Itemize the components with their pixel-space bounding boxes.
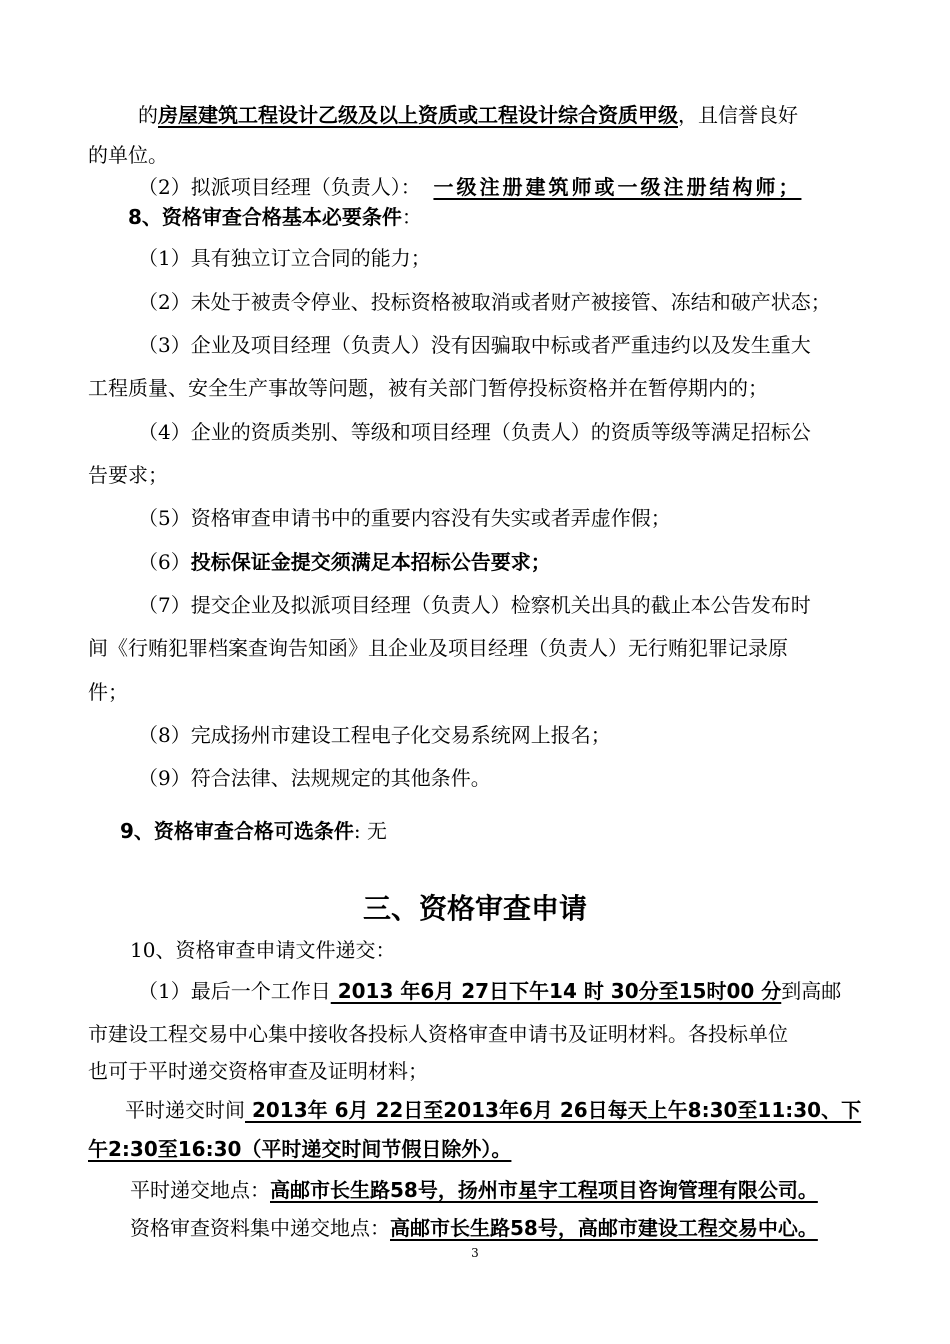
paragraph-line: 间《行贿犯罪档案查询告知函》且企业及项目经理（负责人）无行贿犯罪记录原: [88, 636, 788, 660]
paragraph-line: [138, 979, 841, 1003]
list-item: （7）提交企业及拟派项目经理（负责人）检察机关出具的截止本公告发布时: [138, 593, 811, 617]
section-title: 10、资格审查申请文件递交：: [130, 938, 396, 962]
central-submission-address: 高邮市长生路58号，高邮市建设工程交易中心。: [390, 1216, 818, 1240]
section-title: [128, 205, 422, 229]
paragraph-line: 工程质量、安全生产事故等问题，被有关部门暂停投标资格并在暂停期内的；: [88, 376, 768, 400]
paragraph-line: [138, 175, 801, 199]
text: : 无: [353, 819, 388, 843]
text: （2）拟派项目经理（负责人）：: [138, 175, 421, 199]
regular-submission-time: 2013年 6月 22日至2013年6月 26日每天上午8:30至11:30、下: [245, 1098, 862, 1122]
paragraph-line: 的单位。: [88, 143, 168, 167]
text: （6）: [138, 550, 191, 574]
list-item: （5）资格审查申请书中的重要内容没有失实或者弄虚作假；: [138, 506, 671, 530]
list-item: （9）符合法律、法规规定的其他条件。: [138, 766, 491, 790]
bond-requirement: 投标保证金提交须满足本招标公告要求；: [190, 550, 551, 574]
paragraph-line: 市建设工程交易中心集中接收各投标人资格审查申请书及证明材料。各投标单位: [88, 1022, 788, 1046]
list-item: （4）企业的资质类别、等级和项目经理（负责人）的资质等级等满足招标公: [138, 420, 811, 444]
regular-submission-address: 高邮市长生路58号，扬州市星宇工程项目咨询管理有限公司。: [270, 1178, 818, 1202]
chapter-heading: 三、资格审查申请: [362, 892, 587, 925]
section-title-text: 8、资格审查合格基本必要条件: [128, 205, 402, 229]
text: ，且信誉良好: [678, 103, 798, 127]
paragraph-line: 告要求；: [88, 463, 168, 487]
paragraph-line: [125, 1098, 861, 1122]
paragraph-line: [130, 1178, 818, 1202]
list-item: （1）具有独立订立合同的能力；: [138, 246, 431, 270]
text: 到高邮: [781, 979, 842, 1003]
paragraph-line: [138, 103, 798, 127]
text: 平时递交时间: [125, 1098, 245, 1122]
qualification-requirement: 房屋建筑工程设计乙级及以上资质或工程设计综合资质甲级: [158, 103, 678, 127]
text: 平时递交地点：: [130, 1178, 270, 1202]
section-title: [120, 819, 387, 843]
text: 的: [138, 103, 158, 127]
list-item: （8）完成扬州市建设工程电子化交易系统网上报名；: [138, 723, 611, 747]
text: （1）最后一个工作日: [138, 979, 331, 1003]
list-item: （3）企业及项目经理（负责人）没有因骗取中标或者严重违约以及发生重大: [138, 333, 811, 357]
deadline-time: 2013 年6月 27日下午14 时 30分至15时00 分: [330, 979, 782, 1003]
paragraph-line: [130, 1216, 818, 1240]
page-number: 3: [471, 1246, 479, 1260]
text: 资格审查资料集中递交地点：: [130, 1216, 390, 1240]
section-title-text: 9、资格审查合格可选条件: [120, 819, 354, 843]
paragraph-line: 件；: [88, 680, 128, 704]
manager-requirement: 一级注册建筑师或一级注册结构师；: [433, 175, 802, 199]
text: ：: [401, 205, 422, 229]
list-item: （2）未处于被责令停业、投标资格被取消或者财产被接管、冻结和破产状态；: [138, 290, 831, 314]
paragraph-line: 也可于平时递交资格审查及证明材料；: [88, 1059, 428, 1083]
list-item: [138, 550, 551, 574]
regular-submission-time-cont: 午2:30至16:30（平时递交时间节假日除外）。: [88, 1137, 512, 1161]
